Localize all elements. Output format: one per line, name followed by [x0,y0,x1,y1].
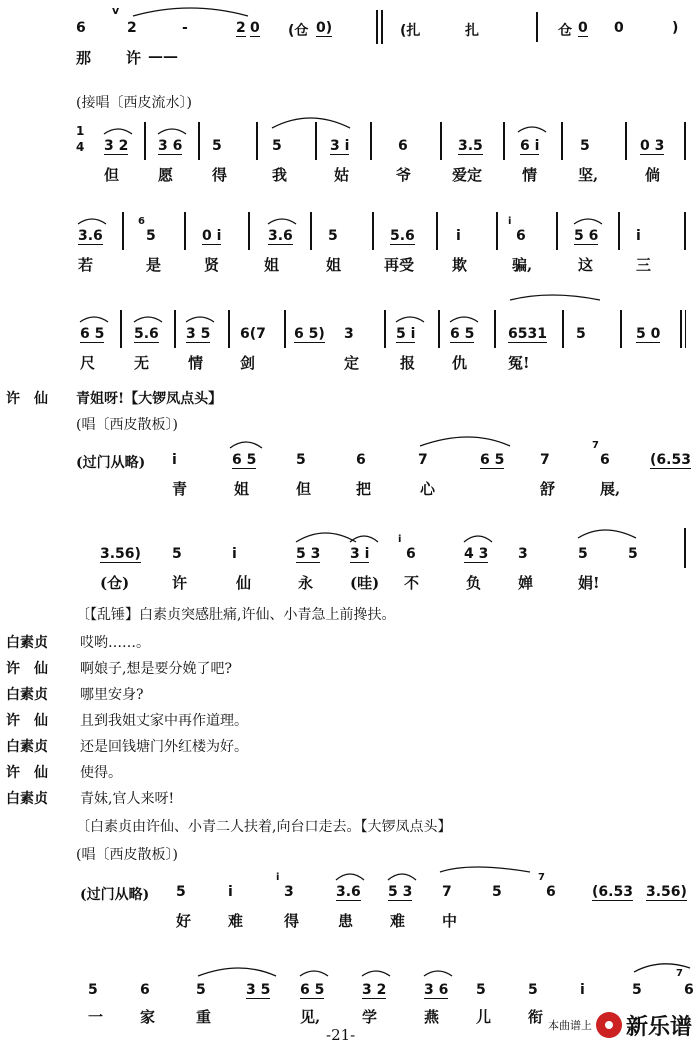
slur [268,219,296,224]
time-signature-bottom: 4 [76,140,85,154]
lyric: 但 [296,480,312,498]
speech-text: 哪里安身? [80,687,144,703]
note: 3.56) [646,884,687,900]
slur [396,317,424,322]
lyric: 青 [172,480,188,498]
lyric: 家 [140,1008,156,1026]
note: 0 i [202,228,222,244]
note: 5 [172,546,182,562]
barline [684,528,686,568]
barline [438,310,440,348]
note: 3 i [330,138,350,154]
barline [256,122,258,160]
grace-note: i [508,216,512,227]
note: 0 3 [640,138,665,154]
lyric: 重 [196,1008,212,1026]
note: 7 [418,452,428,468]
percussion: 0) [316,20,333,36]
lyric: (哇) [350,574,380,592]
note: 6 [398,138,408,154]
note: 6 [76,20,86,36]
time-signature-top: 1 [76,124,85,138]
lyric: 展, [600,480,621,498]
slur [362,971,390,976]
speech-text: 啊娘子,想是要分娩了吧? [80,661,232,677]
watermark-small-text: 本曲谱上 [547,1019,592,1032]
slur [336,874,364,880]
lyric: 若 [78,256,94,274]
lyric: 无 [134,354,150,372]
note: 5 [628,546,638,562]
note: 6 [516,228,526,244]
barline [144,122,146,160]
note: 6 5 [232,452,257,468]
note: 3.56) [100,546,141,562]
slur [388,874,416,880]
note: 3 2 [104,138,129,154]
barline [556,212,558,250]
percussion: (仓 [288,23,309,39]
note: 0 [250,20,260,36]
lyric: 不 [404,574,420,592]
note: 6 [406,546,416,562]
page-number: -21- [326,1026,356,1044]
slur [134,317,162,322]
note: 2 [127,20,137,36]
stage-direction: 〔白素贞由许仙、小青二人扶着,向台口走去。【大锣凤点头】 [76,819,452,835]
slur [104,129,132,134]
lyric: 学 [362,1008,378,1026]
note: 5 [176,884,186,900]
slur [272,118,350,128]
note: 3 [344,326,354,342]
grace-note: 7 [676,968,683,979]
note: 5 [576,326,586,342]
note: 5 [328,228,338,244]
note: 7 [540,452,550,468]
lyric: 儿 [476,1008,492,1026]
lyric: 好 [176,912,192,930]
note: 3 2 [362,982,387,998]
note: 3 6 [424,982,449,998]
note: i [228,884,233,900]
lyric: 负 [466,574,482,592]
note: 5 0 [636,326,661,342]
note: 6 5 [450,326,475,342]
lyric: 中 [442,912,458,930]
note: 3 5 [186,326,211,342]
lyric: 许 [172,574,188,592]
lyric: 剑 [240,354,256,372]
section-label: (唱〔西皮散板〕) [76,417,178,433]
note: 3.6 [268,228,293,244]
barline [620,310,622,348]
percussion: 扎 [465,23,479,39]
lyric: 衔 [528,1008,544,1026]
barline [684,122,686,160]
lyric: 这 [578,256,594,274]
note: 7 [442,884,452,900]
note: 6 5 [80,326,105,342]
slur [186,317,214,322]
note: i [456,228,461,244]
slur [464,536,492,542]
note: 3 i [350,546,370,562]
slur [350,536,378,542]
speaker-name: 许 仙 [6,391,48,407]
double-barline [376,10,378,44]
lyric: 我 [272,166,288,184]
lyric: 娟! [578,574,600,592]
note: (6.53 [650,452,691,468]
note: 5 3 [388,884,413,900]
slur [510,295,600,300]
barline [370,122,372,160]
barline [310,212,312,250]
note: 5 3 [296,546,321,562]
note: 5.6 [390,228,415,244]
note: 6531 [508,326,547,342]
speech-text: 青妹,官人来呀! [80,791,175,807]
lyric: 难 [390,912,406,930]
record-icon [596,1012,622,1038]
percussion: (扎 [400,23,421,39]
lyric: 倘 [645,166,661,184]
note: 6 [546,884,556,900]
lyric: 见, [300,1008,321,1026]
note: 5 [88,982,98,998]
note: 5 i [396,326,416,342]
percussion: 仓 [558,23,572,39]
lyric: 欺 [452,256,468,274]
barline [536,12,538,42]
lyric: 婵 [518,574,534,592]
barline [494,310,496,348]
barline [384,310,386,348]
note: 5 [578,546,588,562]
slur [296,533,356,542]
note: 5 [196,982,206,998]
barline [496,212,498,250]
grace-note: i [276,872,280,883]
lyric: 把 [356,480,372,498]
note: 6 [356,452,366,468]
watermark-brand: 新乐谱 [625,1014,692,1040]
lyric: 心 [420,480,436,498]
note: i [580,982,585,998]
lyric: 冤! [508,354,530,372]
note: 6(7 [240,326,266,342]
slur [440,867,530,872]
double-barline [381,10,383,44]
breath-mark: v [112,4,120,17]
slur [198,968,276,976]
barline [440,122,442,160]
speech-text: 还是回钱塘门外红楼为好。 [80,739,248,755]
slur [300,971,328,976]
lyric: 得 [284,912,300,930]
lyric: 姑 [334,166,350,184]
lyric: 骗, [512,256,533,274]
note: 3 6 [158,138,183,154]
speaker-name: 白素贞 [6,687,48,703]
slur [578,530,636,538]
note: i [172,452,177,468]
speaker-name: 许 仙 [6,765,48,781]
barline [174,310,176,348]
lyric: 仙 [236,574,252,592]
barline [184,212,186,250]
slur [230,442,262,448]
slur [574,219,602,224]
note: 3.5 [458,138,483,154]
lyric: 爱定 [452,166,483,184]
note: 4 3 [464,546,489,562]
note: 5 [528,982,538,998]
note: i [636,228,641,244]
lyric: 许 [126,49,142,67]
lyric: 三 [636,256,652,274]
speech-text: 且到我姐丈家中再作道理。 [80,713,248,729]
note: 5 [146,228,156,244]
barline [122,212,124,250]
grace-note: i [398,534,402,545]
speaker-name: 白素贞 [6,791,48,807]
note: 5.6 [134,326,159,342]
note: 5 [580,138,590,154]
lyric: 再受 [384,256,415,274]
note: 5 [632,982,642,998]
lyric: 报 [400,354,416,372]
barline [228,310,230,348]
lyric: 尺 [80,354,96,372]
lyric: 难 [228,912,244,930]
lyric: 舒 [540,480,556,498]
slur [158,129,186,134]
slur [133,8,248,16]
barline [680,310,682,348]
note: 3.6 [336,884,361,900]
note: 5 [272,138,282,154]
barline [436,212,438,250]
barline [372,212,374,250]
note: 3 5 [246,982,271,998]
percussion: 0 [614,20,624,36]
note: 6 [600,452,610,468]
barline [618,212,620,250]
percussion: 0 [578,20,588,36]
speech-text: 哎哟……。 [80,635,150,651]
slur [420,437,510,446]
note: 5 6 [574,228,599,244]
note: 5 [212,138,222,154]
note: - [182,20,188,36]
barline [562,310,564,348]
lyric: 坚, [578,166,599,184]
lyric: 仇 [452,354,468,372]
speech-text: 使得。 [80,765,122,781]
speaker-name: 白素贞 [6,635,48,651]
lyric: 情 [522,166,538,184]
lyric: 情 [188,354,204,372]
lyric: 姐 [326,256,342,274]
note: 3 [518,546,528,562]
lyric: 姐 [264,256,280,274]
note: 6 [140,982,150,998]
section-label: (唱〔西皮散板〕) [76,847,178,863]
note: 3.6 [78,228,103,244]
speaker-name: 许 仙 [6,713,48,729]
barline [315,122,317,160]
lyric: 姐 [234,480,250,498]
note: 6 i [520,138,540,154]
lyric: 燕 [424,1008,440,1026]
note: 5 [476,982,486,998]
note: 5 [296,452,306,468]
barline [198,122,200,160]
barline [685,310,686,348]
note: 5 [492,884,502,900]
lyric: —— [148,47,178,65]
percussion: ) [672,20,679,36]
lyric: 永 [298,574,314,592]
lyric: (仓) [100,574,130,592]
note: 2 [236,20,246,36]
stage-direction: 〔【乱锤】白素贞突感肚痛,许仙、小青急上前搀扶。 [76,607,396,623]
section-label: (接唱〔西皮流水〕) [76,95,192,111]
lyric: 一 [88,1008,104,1026]
prelude-note: (过门从略) [80,887,150,903]
lyric: 但 [104,166,120,184]
slur [80,317,108,322]
lyric: 愿 [158,166,174,184]
lyric: 那 [76,49,92,67]
lyric: 是 [146,256,162,274]
note: 6 [684,982,694,998]
barline [625,122,627,160]
slur [78,219,106,224]
note: 6 5 [300,982,325,998]
speech-text: 青姐呀!【大锣凤点头】 [76,391,223,407]
barline [561,122,563,160]
grace-note: 6 [138,216,145,227]
grace-note: 7 [538,872,545,883]
watermark-logo [548,1010,692,1040]
lyric: 定 [344,354,360,372]
speaker-name: 许 仙 [6,661,48,677]
slur [424,971,452,976]
lyric: 得 [212,166,228,184]
barline [503,122,505,160]
barline [120,310,122,348]
note: (6.53 [592,884,633,900]
lyric: 贤 [204,256,220,274]
prelude-note: (过门从略) [76,455,146,471]
grace-note: 7 [592,440,599,451]
speaker-name: 白素贞 [6,739,48,755]
lyric: 爷 [396,166,412,184]
lyric: 患 [338,912,354,930]
note: 6 5) [294,326,325,342]
slur [518,127,546,132]
note: 6 5 [480,452,505,468]
barline [248,212,250,250]
note: i [232,546,237,562]
barline [284,310,286,348]
slur [450,317,478,322]
barline [684,212,686,250]
note: 3 [284,884,294,900]
